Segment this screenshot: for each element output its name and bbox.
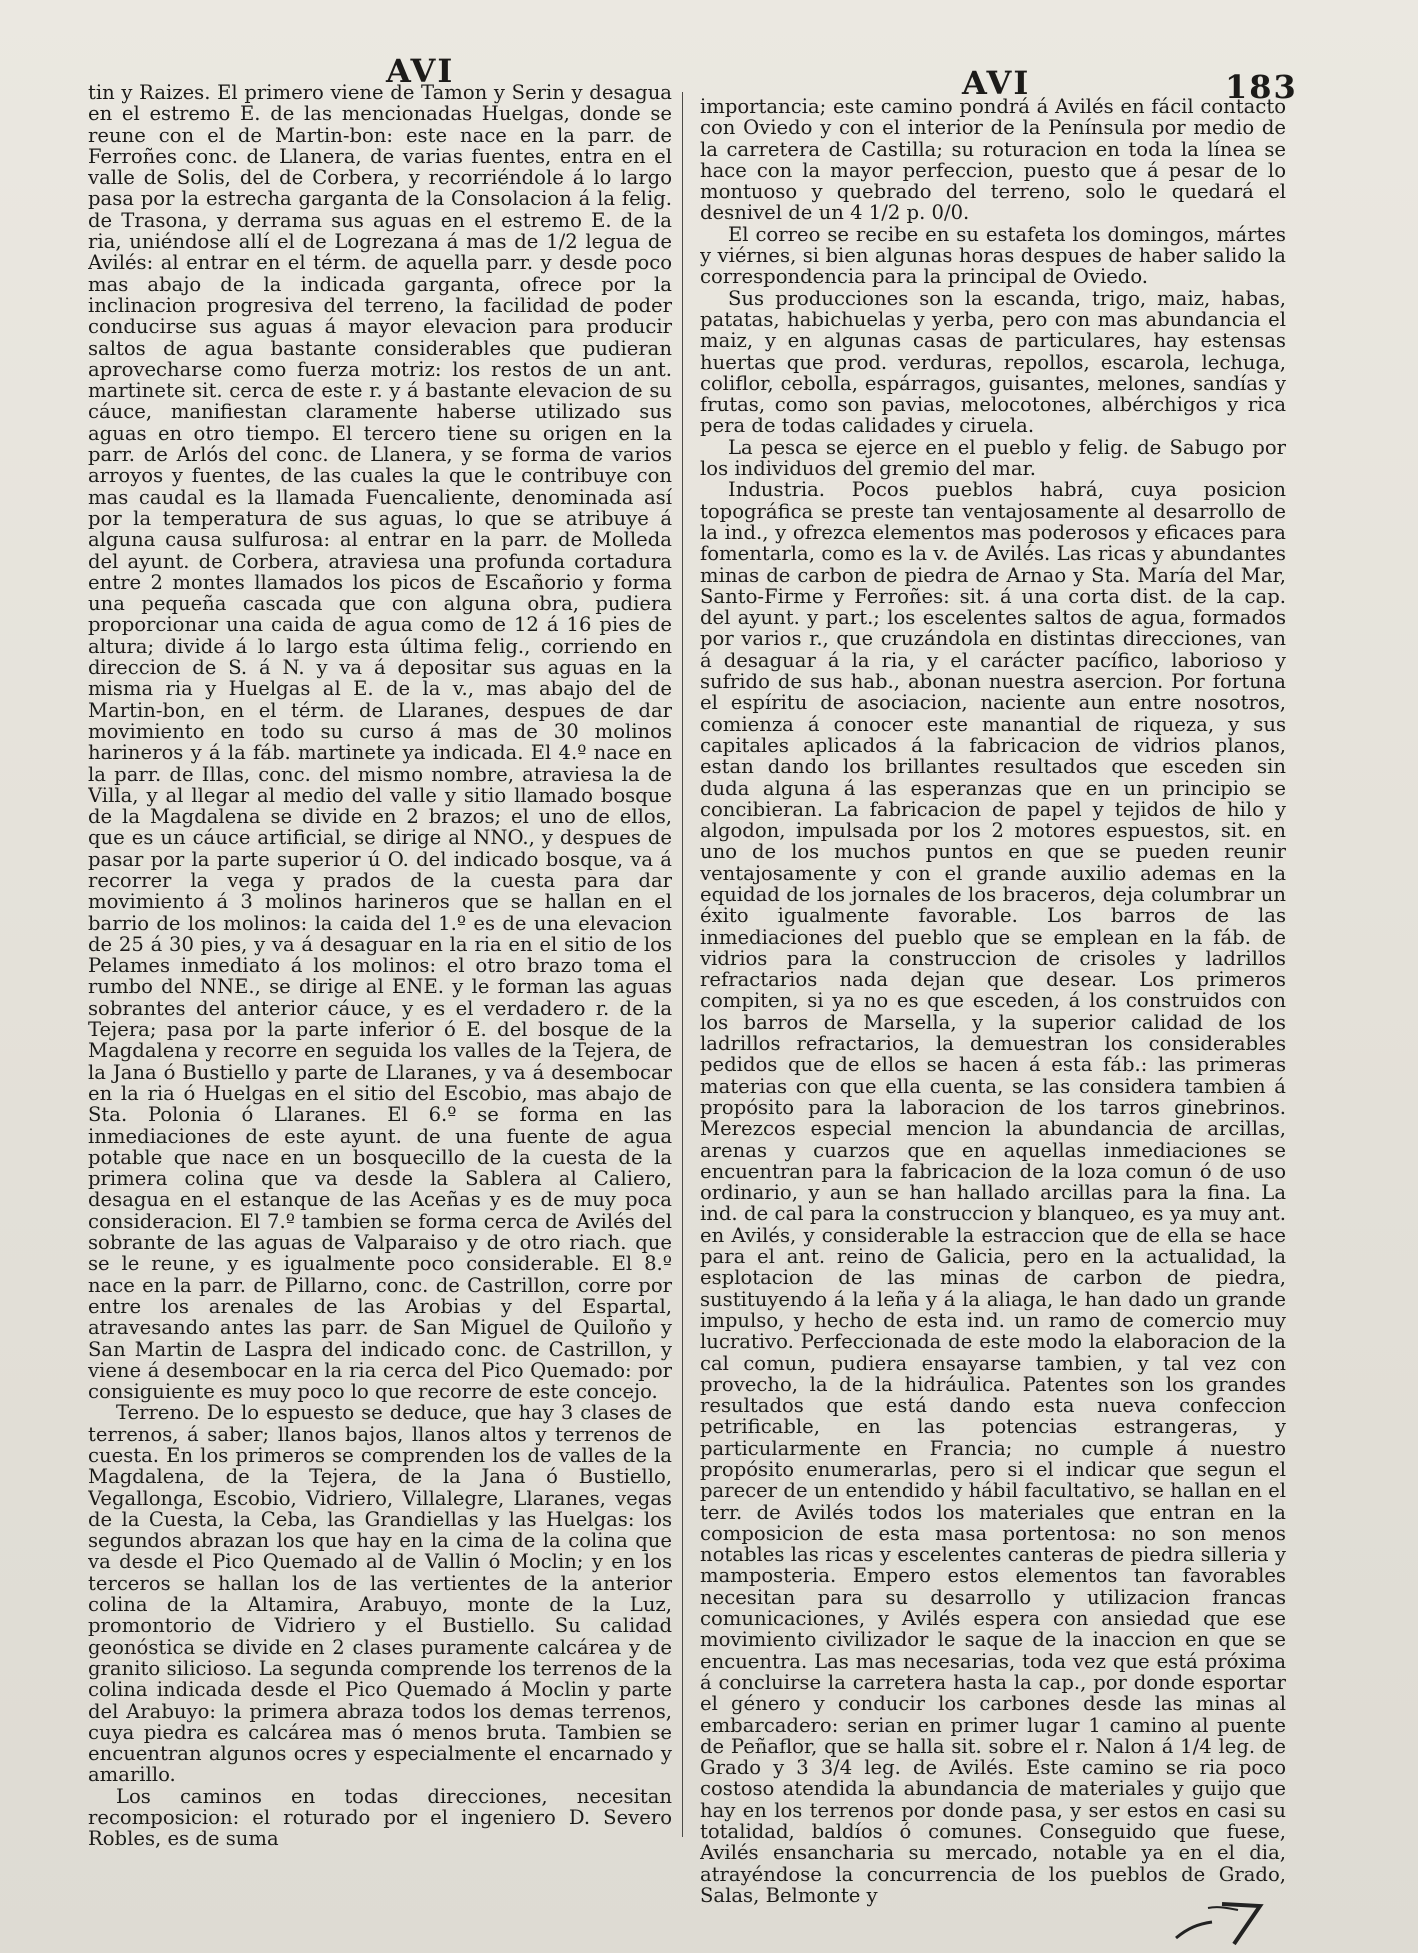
paragraph-industria: Industria. Pocos pueblos habrá, cuya posicion topográfica se preste tan ventajosamente al desarrollo de la ind., y ofrezca elementos mas poderosos y eficaces para fomentarla, como es la v. de Avilés. Las ricas y abundantes minas de carbon de piedra de Arnao y Sta. María del Mar, Santo-Firme y Ferroñes: sit. á una corta dist. de la cap. del ayunt. y part.; los escelentes saltos de agua, formados por varios r., que cruzándola en distintas direcciones, van á desaguar á la ria, y el carácter pacífico, laborioso y sufrido de sus hab., abonan nuestra asercion. Por fortuna el espíritu de asociacion, naciente aun entre nosotros, comienza á conocer este manantial de riqueza, y sus capitales aplicados á la fabricacion de vidrios planos, estan dando los brillantes resultados que esceden sin duda alguna á las esperanzas que en un principio se concibieran. La fabricacion de papel y tejidos de hilo y algodon, impulsada por los 2 motores espuestos, sit. en uno de los muchos puntos en que se pueden reunir ventajosamente y con el grande auxilio ademas en la equidad de los jornales de los braceros, deja columbrar un éxito igualmente favorable. Los barros de las inmediaciones del pueblo que se emplean en la fáb. de vidrios para la construccion de crisoles y ladrillos refractarios nada dejan que desear. Los primeros compiten, si ya no es que esceden, á los construidos con los barros de Marsella, y la superior calidad de los ladrillos refractarios, la demuestran los considerables pedidos que de ellos se hacen á esta fáb.: las primeras materias con que ella cuenta, se las considera tambien á propósito para la laboracion de los tarros ginebrinos. Merezcos especial mencion la abundancia de arcillas, arenas y cuarzos que en aquellas inmediaciones se encuentran para la fabricacion de la loza comun ó de uso ordinario, y aun se han hallado arcillas para la fina. La ind. de cal para la construccion y blanqueo, es ya muy ant. en Avilés, y considerable la estraccion que de ella se hace para el ant. reino de Galicia, pero en la actualidad, la esplotacion de las minas de carbon de piedra, sustituyendo á la leña y á la aliaga, le han dado un grande impulso, y hecho de esta ind. un ramo de comercio muy lucrativo. Perfeccionada de este modo la elaboracion de la cal comun, pudiera ensayarse tambien, y tal vez con provecho, la de la hidráulica. Patentes son los grandes resultados que está dando esta nueva confeccion petrificable, en las potencias estrangeras, y particularmente en Francia; no cumple á nuestro propósito enumerarlas, pero si el indicar que segun el parecer de un entendido y hábil facultativo, se hallan en el terr. de Avilés todos los materiales que entran en la composicion de esta masa portentosa: no son menos notables las ricas y escelentes canteras de piedra silleria y mamposteria. Empero estos elementos tan favorables necesitan para su desarrollo y utilizacion francas comunicaciones, y Avilés espera con ansiedad que ese movimiento civilizador le saque de la inaccion en que se encuentra. Las mas necesarias, toda vez que está próxima á concluirse la carretera hasta la cap., por donde esportar el género y conducir los carbones desde las minas al embarcadero: serian en primer lugar 1 camino al puente de Peñaflor, que se halla sit. sobre el r. Nalon á 1/4 leg. de Grado y 3 3/4 leg. de Avilés. Este camino se ria poco costoso atendida la abundancia de materiales y guijo que hay en los terrenos por donde pasa, y ser estos en casi su totalidad, baldíos ó comunes. Conseguido que fuese, Avilés ensancharia su mercado, notable ya en el dia, atrayéndose la concurrencia de los pueblos de Grado, Salas, Belmonte y bbox=[700, 478, 1286, 1907]
running-header-right: AVI bbox=[962, 64, 1031, 102]
paragraph-producciones: Sus producciones son la escanda, trigo, maiz, habas, patatas, habichuelas y yerba, pero con mas abundancia el maiz, y en algunas casas de particulares, hay estensas huertas que prod. verduras, repollos, escarola, lechuga, coliflor, cebolla, espárragos, guisantes, melones, sandías y frutas, como son pavias, melocotones, albérchigos y rica pera de todas calidades y ciruela. bbox=[700, 286, 1286, 438]
right-column bbox=[700, 96, 1286, 1953]
paragraph-caminos: Los caminos en todas direcciones, necesitan recomposicion: el roturado por el ingeniero D. Severo Robles, es de suma bbox=[88, 1784, 672, 1851]
paragraph-pesca: La pesca se ejerce en el pueblo y felig. de Sabugo por los individuos del gremio del mar. bbox=[700, 435, 1286, 481]
column-divider bbox=[682, 92, 683, 1837]
page-number: 183 bbox=[1225, 68, 1298, 106]
running-header-left: AVI bbox=[386, 52, 455, 90]
left-column bbox=[88, 82, 672, 1953]
paragraph-camino-cont: importancia; este camino pondrá á Avilés en fácil contacto con Oviedo y con el interior de la Península por medio de la carretera de Castilla; su roturacion en toda la línea se hace con la mayor perfeccion, puesto que á pesar de lo montuoso y quebrado del terreno, solo le quedará el desnivel de un 4 1/2 p. 0/0. bbox=[700, 96, 1286, 225]
paragraph-correo: El correo se recibe en su estafeta los domingos, mártes y viérnes, si bien algunas horas despues de haber salido la correspondencia para la principal de Oviedo. bbox=[700, 222, 1286, 289]
handwritten-mark-icon bbox=[1168, 1898, 1298, 1948]
paragraph-terreno: Terreno. De lo espuesto se deduce, que hay 3 clases de terrenos, á saber; llanos bajos, llanos altos y terrenos de cuesta. En los primeros se comprenden los de valles de la Magdalena, de la Tejera, de la Jana ó Bustiello, Vegallonga, Escobio, Vidriero, Villalegre, Llaranes, vegas de la Cuesta, la Ceba, las Grandiellas y las Huelgas: los segundos abrazan los que hay en la cima de la colina que va desde el Pico Quemado al de Vallin ó Moclin; y en los terceros se hallan los de las vertientes de la anterior colina de la Altamira, Arabuyo, monte de la Luz, promontorio de Vidriero y el Bustiello. Su calidad geonóstica se divide en 2 clases puramente calcárea y de granito silicioso. La segunda comprende los terrenos de la colina indicada desde el Pico Quemado á Moclin y parte del Arabuyo: la primera abraza todos los demas terrenos, cuya piedra es calcárea mas ó menos bruta. Tambien se encuentran algunos ocres y especialmente el encarnado y amarillo. bbox=[88, 1401, 672, 1787]
paragraph-rivers: tin y Raizes. El primero viene de Tamon y Serin y desagua en el estremo E. de las mencionadas Huelgas, donde se reune con el de Martin-bon: este nace en la parr. de Ferroñes conc. de Llanera, de varias fuentes, entra en el valle de Solis, del de Corbera, y recorriéndole á lo largo pasa por la estrecha garganta de la Consolacion á la felig. de Trasona, y derrama sus aguas en el estremo E. de la ria, uniéndose allí el de Logrezana á mas de 1/2 legua de Avilés: al entrar en el térm. de aquella parr. y desde poco mas abajo de la indicada garganta, ofrece por la inclinacion progresiva del terreno, la facilidad de poder conducirse sus aguas á mayor elevacion para producir saltos de agua bastante considerables que pudieran aprovecharse como fuerza motriz: los restos de un ant. martinete sit. cerca de este r. y á bastante elevacion de su cáuce, manifiestan claramente haberse utilizado sus aguas en otro tiempo. El tercero tiene su origen en la parr. de Arlós del conc. de Llanera, y se forma de varios arroyos y fuentes, de las cuales la que le contribuye con mas caudal es la llamada Fuencaliente, denominada así por la temperatura de sus aguas, lo que se atribuye á alguna causa sulfurosa: al entrar en la parr. de Molleda del ayunt. de Corbera, atraviesa una profunda cortadura entre 2 montes llamados los picos de Escañorio y forma una pequeña cascada que con alguna obra, pudiera proporcionar una caida de agua como de 12 á 16 pies de altura; divide á lo largo esta última felig., corriendo en direccion de S. á N. y va á depositar sus aguas en la misma ria y Huelgas al E. de la v., mas abajo del de Martin-bon, en el térm. de Llaranes, despues de dar movimiento en todo su curso á mas de 30 molinos harineros y á la fáb. martinete ya indicada. El 4.º nace en la parr. de Illas, conc. del mismo nombre, atraviesa la de Villa, y al llegar al medio del valle y sitio llamado bosque de la Magdalena se divide en 2 brazos; el uno de ellos, que es un cáuce artificial, se dirige al NNO., y despues de pasar por la parte superior ú O. del indicado bosque, va á recorrer la vega y prados de la cuesta para dar movimiento á 3 molinos harineros que se hallan en el barrio de los molinos: la caida del 1.º es de una elevacion de 25 á 30 pies, y va á desaguar en la ria en el sitio de los Pelames inmediato á los molinos: el otro brazo toma el rumbo del NNE., se dirige al ENE. y le forman las aguas sobrantes del anterior cáuce, y es el verdadero r. de la Tejera; pasa por la parte inferior ó E. del bosque de la Magdalena y recorre en seguida los valles de la Tejera, de la Jana ó Bustiello y parte de Llaranes, y va á desembocar en la ria ó Huelgas en el sitio del Escobio, mas abajo de Sta. Polonia ó Llaranes. El 6.º se forma en las inmediaciones de este ayunt. de una fuente de agua potable que nace en un bosquecillo de la cuesta de la primera colina que va desde la Sablera al Caliero, desagua en el estanque de las Aceñas y es de muy poca consideracion. El 7.º tambien se forma cerca de Avilés del sobrante de las aguas de Valparaiso y de otro riach. que se le reune, y es igualmente poco considerable. El 8.º nace en la parr. de Pillarno, conc. de Castrillon, corre por entre los arenales de las Arobias y del Espartal, atravesando antes las parr. de San Miguel de Quiloño y San Martin de Laspra del indicado conc. de Castrillon, y viene á desembocar en la ria cerca del Pico Quemado: por consiguiente es muy poco lo que recorre de este concejo. bbox=[88, 82, 672, 1404]
